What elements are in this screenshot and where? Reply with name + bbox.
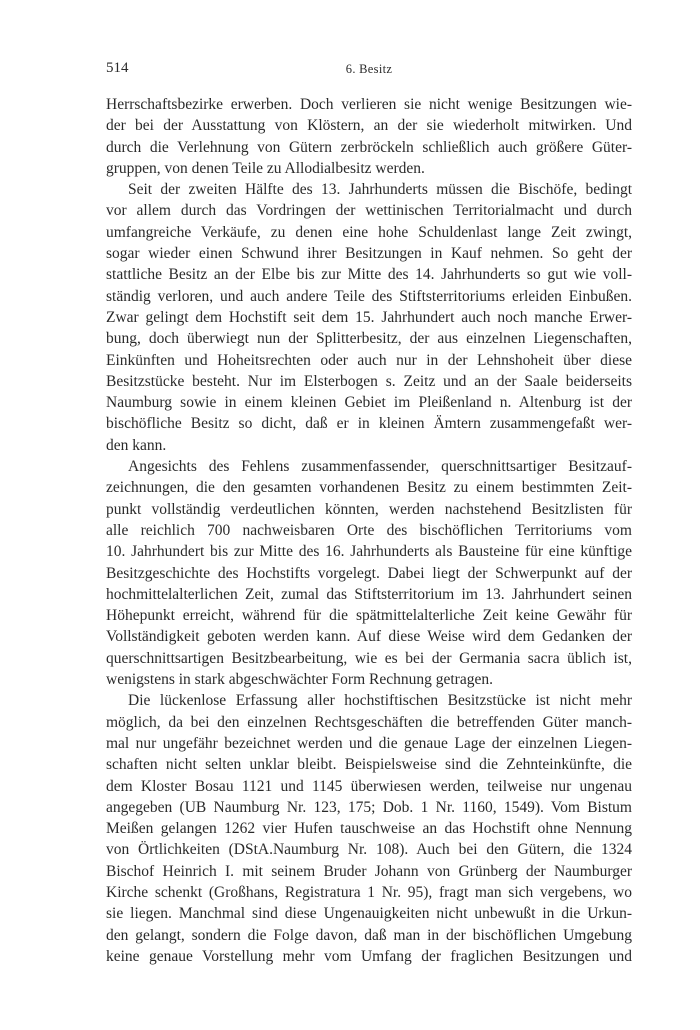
- paragraph-line: sie liegen. Manchmal sind diese Ungenauigkeiten nicht unbewußt in die Urkun-: [106, 905, 632, 923]
- paragraph-line: 10. Jahrhundert bis zur Mitte des 16. Jahrhunderts als Bausteine für eine künftige: [106, 543, 632, 561]
- paragraph-line: wenigstens in stark abgeschwächter Form Rechnung getragen.: [106, 671, 493, 689]
- body-text: [106, 94, 632, 967]
- paragraph-line: keine genaue Vorstellung mehr vom Umfang der fraglichen Besitzungen und: [106, 947, 632, 965]
- page-header: [106, 60, 632, 80]
- paragraph-line: den gelangt, sondern die Folge davon, daß man in der bischöflichen Umgebung: [106, 926, 632, 944]
- running-title: 6. Besitz: [345, 62, 393, 76]
- paragraph-line: stattliche Besitz an der Elbe bis zur Mitte des 14. Jahrhunderts so gut wie voll-: [106, 266, 632, 284]
- paragraph-line: durch die Verlehnung von Gütern zerbröckeln schließlich auch größere Güter-: [106, 138, 632, 156]
- paragraph-line: alle reichlich 700 nachweisbaren Orte des bischöflichen Territoriums vom: [106, 521, 632, 539]
- paragraph-line: bischöfliche Besitz so dicht, daß er in kleinen Ämtern zusammengefaßt wer-: [106, 415, 632, 433]
- paragraph-line: der bei der Ausstattung von Klöstern, an der sie wiederholt mitwirken. Und: [106, 117, 632, 135]
- paragraph-line: Meißen gelangen 1262 vier Hufen tauschweise an das Hochstift ohne Nennung: [106, 820, 632, 838]
- paragraph-line: angegeben (UB Naumburg Nr. 123, 175; Dob. 1 Nr. 1160, 1549). Vom Bistum: [106, 798, 632, 816]
- paragraph-line: Angesichts des Fehlens zusammenfassender, querschnittsartiger Besitzauf-: [128, 458, 632, 476]
- paragraph-line: Herrschaftsbezirke erwerben. Doch verlieren sie nicht wenige Besitzungen wie-: [106, 96, 632, 113]
- paragraph-line: bung, doch überwiegt nun der Splitterbesitz, der aus einzelnen Liegenschaften,: [106, 330, 632, 348]
- paragraph-line: Einkünften und Hoheitsrechten oder auch nur in der Lehnshoheit über diese: [106, 351, 632, 369]
- paragraph-line: schaften nicht selten unklar bleibt. Beispielsweise sind die Zehnteinkünfte, die: [106, 756, 632, 774]
- paragraph-line: möglich, da bei den einzelnen Rechtsgeschäften die betreffenden Güter manch-: [106, 713, 632, 731]
- paragraph-line: umfangreiche Verkäufe, zu denen eine hohe Schuldenlast lange Zeit zwingt,: [106, 223, 632, 241]
- paragraph-line: Zwar gelingt dem Hochstift seit dem 15. Jahrhundert auch noch manche Erwer-: [106, 308, 632, 326]
- paragraph-line: Höhepunkt erreicht, während für die spätmittelalterliche Zeit keine Gewähr für: [106, 607, 632, 625]
- paragraph-line: Bischof Heinrich I. mit seinem Bruder Johann von Grünberg der Naumburger: [106, 862, 632, 880]
- paragraph-line: Vollständigkeit geboten werden kann. Auf diese Weise wird dem Gedanken der: [106, 628, 632, 646]
- paragraph-line: sogar wieder einen Schwund ihrer Besitzungen in Kauf nehmen. So geht der: [106, 245, 632, 263]
- paragraph-line: Die lückenlose Erfassung aller hochstiftischen Besitzstücke ist nicht mehr: [128, 692, 632, 710]
- paragraph-line: zeichnungen, die den gesamten vorhandenen Besitz zu einem bestimmten Zeit-: [106, 479, 632, 497]
- paragraph-line: punkt vollständig verdeutlichen könnten, werden nachstehend Besitzlisten für: [106, 500, 632, 518]
- paragraph-line: Naumburg sowie in einem kleinen Gebiet im Pleißenland n. Altenburg ist der: [106, 394, 632, 412]
- paragraph-line: den kann.: [106, 436, 167, 454]
- page-number: 514: [106, 60, 129, 76]
- paragraph-line: Seit der zweiten Hälfte des 13. Jahrhunderts müssen die Bischöfe, bedingt: [128, 181, 632, 199]
- paragraph-line: gruppen, von denen Teile zu Allodialbesitz werden.: [106, 159, 425, 177]
- paragraph-line: mal nur ungefähr bezeichnet werden und die genaue Lage der einzelnen Liegen-: [106, 734, 632, 752]
- paragraph-line: Besitzgeschichte des Hochstifts vorgelegt. Dabei liegt der Schwerpunkt auf der: [106, 564, 632, 582]
- paragraph-line: Kirche schenkt (Großhans, Registratura 1 Nr. 95), fragt man sich vergebens, wo: [106, 883, 632, 901]
- paragraph-line: dem Kloster Bosau 1121 und 1145 überwiesen werden, teilweise nur ungenau: [106, 777, 632, 795]
- paragraph-line: ständig verloren, und auch andere Teile des Stiftsterritoriums erleiden Einbußen.: [106, 287, 632, 305]
- paragraph-line: hochmittelalterlichen Zeit, zumal das Stiftsterritorium im 13. Jahrhundert seinen: [106, 585, 632, 603]
- paragraph-line: querschnittsartigen Besitzbearbeitung, wie es bei der Germania sacra üblich ist,: [106, 649, 632, 667]
- paragraph-line: von Örtlichkeiten (DStA.Naumburg Nr. 108). Auch bei den Gütern, die 1324: [106, 841, 632, 859]
- paragraph-line: vor allem durch das Vordringen der wettinischen Territorialmacht und durch: [106, 202, 632, 220]
- paragraph-line: Besitzstücke besteht. Nur im Elsterbogen s. Zeitz und an der Saale beiderseits: [106, 372, 632, 390]
